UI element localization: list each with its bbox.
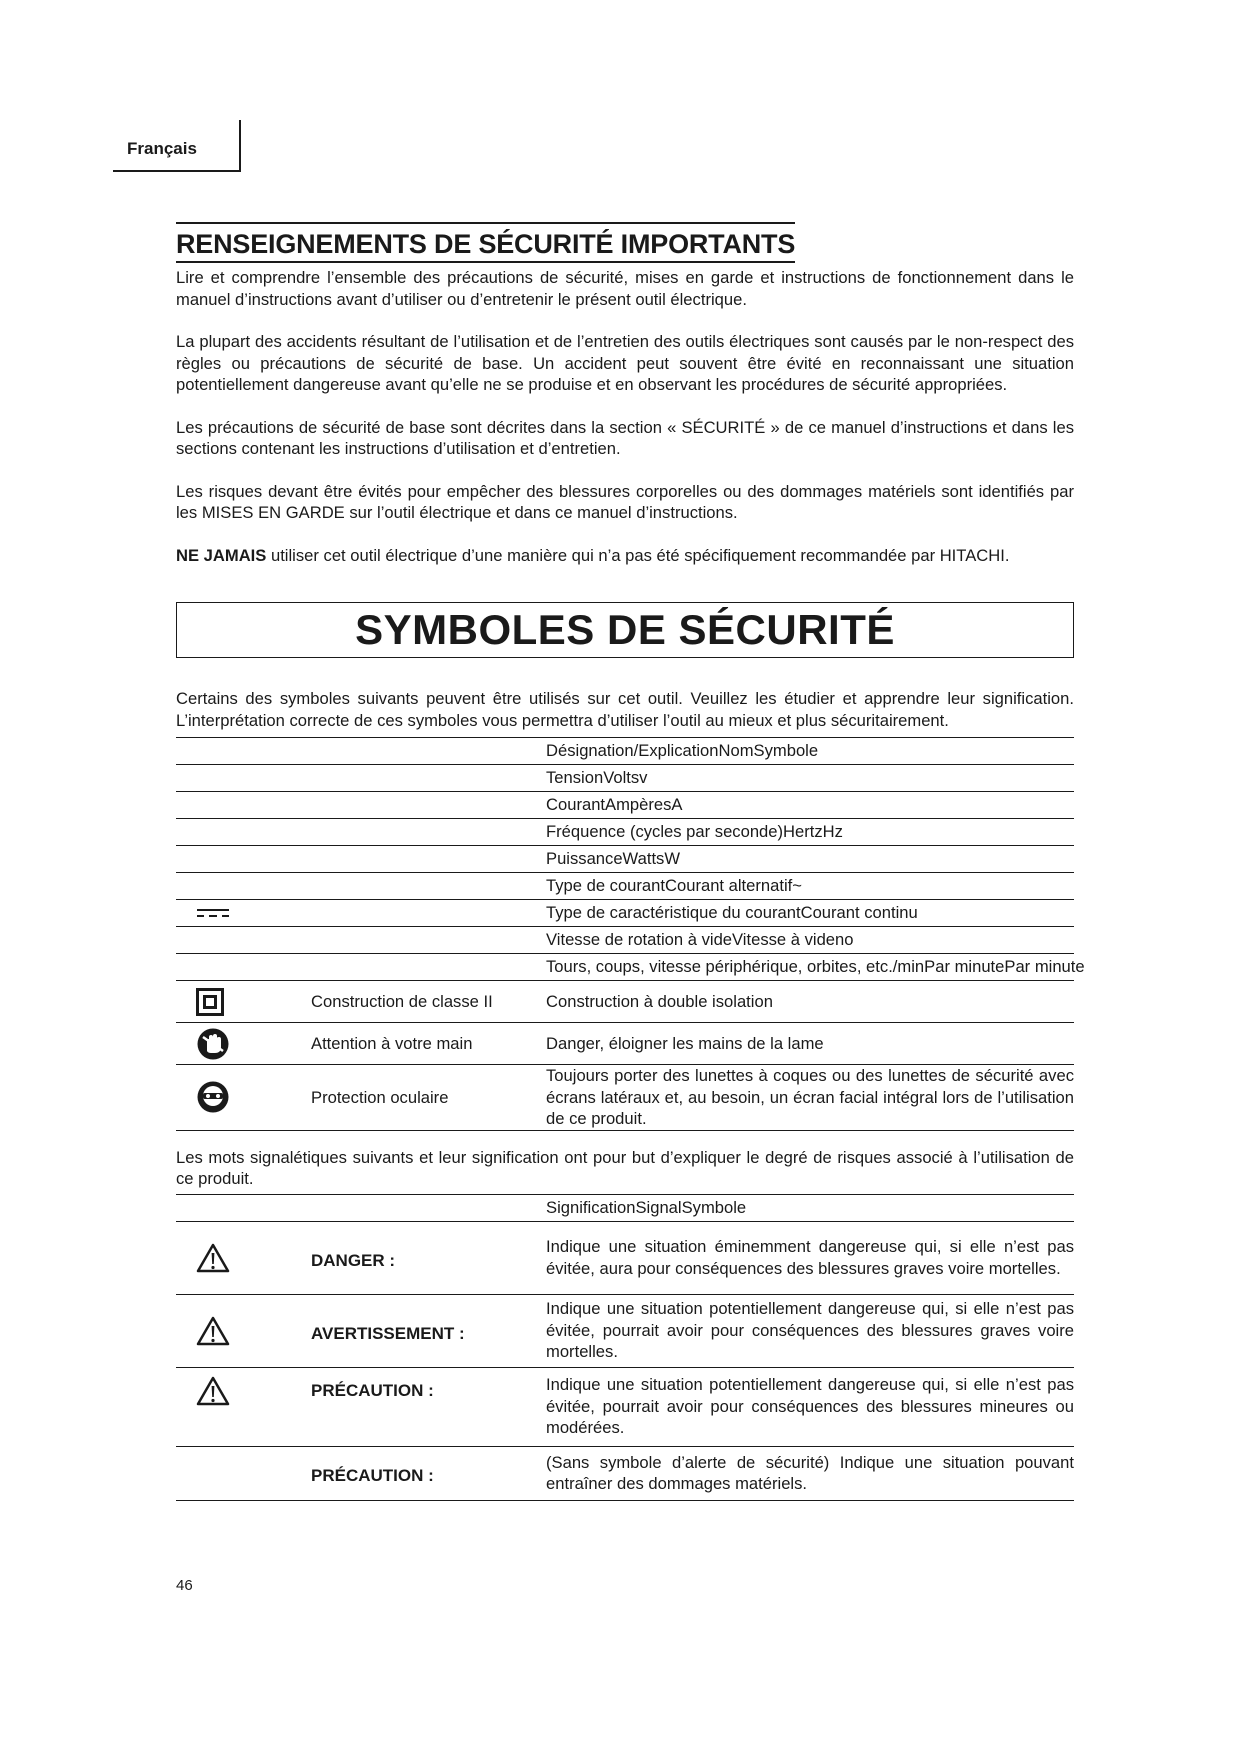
safety-paragraph-5-text: utiliser cet outil électrique d’une manière qui n’a pas été spécifiquement recommandée par HITACHI. (266, 545, 1010, 565)
table-row (176, 927, 1074, 954)
table-row (176, 1294, 1074, 1367)
signal-desc: Indique une situation éminemment dangereuse qui, si elle n’est pas évitée, aura pour conséquences des blessures graves voire mortelles. (546, 1221, 1074, 1294)
table-row (176, 1446, 1074, 1500)
warning-triangle-icon (196, 1243, 311, 1273)
symbol-desc: TensionVoltsv (546, 765, 1074, 792)
symbol-desc: Type de courantCourant alternatif~ (546, 873, 1074, 900)
table-row (176, 1221, 1074, 1294)
warning-triangle-icon (196, 1376, 311, 1406)
symbol-name (311, 927, 546, 954)
table-row (176, 792, 1074, 819)
symbol-desc: CourantAmpèresA (546, 792, 1074, 819)
table-row (176, 765, 1074, 792)
table-row (176, 1367, 1074, 1446)
safety-paragraph-5 (176, 545, 1074, 567)
page-number: 46 (176, 1577, 193, 1594)
language-label: Français (127, 139, 197, 158)
safety-title: RENSEIGNEMENTS DE SÉCURITÉ IMPORTANTS (176, 227, 795, 263)
warning-triangle-icon (196, 1316, 311, 1346)
symbol-desc: Tours, coups, vitesse périphérique, orbites, etc./minPar minutePar minute (546, 954, 1074, 981)
symbols-title-box (176, 602, 1074, 658)
symbol-desc: Type de caractéristique du courantCourant continu (546, 900, 1074, 927)
symbol-name: Construction de classe II (311, 981, 546, 1023)
signal-words-table (176, 1194, 1074, 1501)
hand-warning-icon (196, 1027, 311, 1061)
symbol-desc: Fréquence (cycles par seconde)HertzHz (546, 819, 1074, 846)
symbol-desc: PuissanceWattsW (546, 846, 1074, 873)
symbol-name (311, 792, 546, 819)
table-row (176, 819, 1074, 846)
table-row (176, 1023, 1074, 1065)
never-emphasis: NE JAMAIS (176, 545, 267, 565)
table-row (176, 846, 1074, 873)
symbol-name (311, 900, 546, 927)
double-insulation-icon (196, 988, 311, 1016)
symbol-name: Protection oculaire (311, 1065, 546, 1131)
symbol-desc: Construction à double isolation (546, 981, 1074, 1023)
safety-paragraph-3: Les précautions de sécurité de base sont décrites dans la section « SÉCURITÉ » de ce manuel d’instructions et dans les sections contenant les instructions d’utilisation et d’entretien. (176, 417, 1074, 458)
signal-words-intro: Les mots signalétiques suivants et leur signification ont pour but d’expliquer le degré de risques associé à l’utilisation de ce produit. (176, 1147, 1074, 1188)
page-content (176, 222, 1085, 1501)
symbol-desc: Vitesse de rotation à videVitesse à videno (546, 927, 1074, 954)
symbol-name (311, 873, 546, 900)
safety-paragraph-1: Lire et comprendre l’ensemble des précautions de sécurité, mises en garde et instructions de fonctionnement dans le manuel d’instructions avant d’utiliser ou d’entretenir le présent outil électrique. (176, 268, 1074, 309)
signal-desc: Indique une situation potentiellement dangereuse qui, si elle n’est pas évitée, pourrait avoir pour conséquences des blessures graves voire mortelles. (546, 1294, 1074, 1367)
safety-title-wrap (176, 222, 795, 263)
signal-word: DANGER : (311, 1221, 546, 1294)
eye-protection-icon (196, 1080, 311, 1114)
symbol-name (311, 738, 546, 765)
language-tab (113, 120, 241, 172)
safety-paragraph-2: La plupart des accidents résultant de l’utilisation et de l’entretien des outils électriques sont causés par le non-respect des règles ou précautions de sécurité de base. Un accident peut souvent être évité en reconnaissant une situation potentiellement dangereuse avant qu’elle ne se produise et en observant les procédures de sécurité appropriées. (176, 332, 1074, 394)
safety-paragraph-4: Les risques devant être évités pour empêcher des blessures corporelles ou des dommages matériels sont identifiés par les MISES EN GARDE sur l’outil électrique et dans ce manuel d’instructions. (176, 481, 1074, 522)
symbols-table (176, 737, 1085, 1131)
table-row (176, 981, 1074, 1023)
table-row (176, 738, 1074, 765)
signal-word: PRÉCAUTION : (311, 1367, 546, 1446)
signal-desc: (Sans symbole d’alerte de sécurité) Indique une situation pouvant entraîner des dommages matériels. (546, 1446, 1074, 1500)
signal-word: PRÉCAUTION : (311, 1446, 546, 1500)
table-row (176, 954, 1074, 981)
symbol-desc: Danger, éloigner les mains de la lame (546, 1023, 1074, 1065)
table-row (176, 873, 1074, 900)
signal-table-header: SignificationSignalSymbole (546, 1194, 1074, 1221)
signal-desc: Indique une situation potentiellement dangereuse qui, si elle n’est pas évitée, pourrait avoir pour conséquences des blessures mineures ou modérées. (546, 1367, 1074, 1446)
symbol-name: Attention à votre main (311, 1023, 546, 1065)
symbol-name (311, 819, 546, 846)
symbols-intro: Certains des symboles suivants peuvent être utilisés sur cet outil. Veuillez les étudier et apprendre leur signification. L’interprétation correcte de ces symboles vous permettra d’utiliser l’outil au mieux et plus sécuritairement. (176, 689, 1074, 730)
table-row (176, 1194, 1074, 1221)
symbol-name (311, 846, 546, 873)
symbols-title: SYMBOLES DE SÉCURITÉ (355, 606, 895, 654)
table-row (176, 900, 1074, 927)
symbol-desc: Toujours porter des lunettes à coques ou des lunettes de sécurité avec écrans latéraux et, au besoin, un écran facial intégral lors de l’utilisation de ce produit. (546, 1066, 1074, 1128)
symbol-name (311, 765, 546, 792)
symbol-name (311, 954, 546, 981)
signal-word: AVERTISSEMENT : (311, 1294, 546, 1367)
table-row (176, 1065, 1074, 1131)
symbol-desc: Désignation/ExplicationNomSymbole (546, 738, 1074, 765)
dc-current-icon (196, 907, 311, 919)
